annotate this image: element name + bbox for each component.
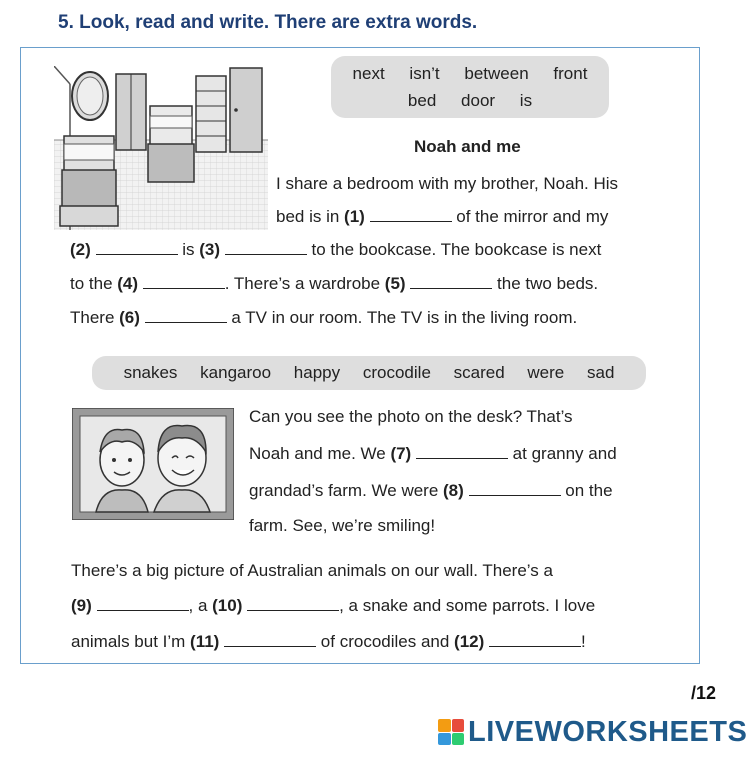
logo-mark-icon [438, 719, 464, 745]
text-line-8: grandad’s farm. We were (8) on the [249, 481, 613, 500]
gap-number-4: (4) [117, 274, 139, 293]
answer-blank-6[interactable] [145, 308, 227, 323]
text-line-1: I share a bedroom with my brother, Noah. His [276, 174, 619, 193]
word-scared: scared [453, 363, 505, 382]
answer-blank-1[interactable] [370, 207, 452, 222]
word-isnt: isn’t [409, 64, 440, 83]
gap-number-6: (6) [119, 308, 140, 327]
word-snakes: snakes [123, 363, 178, 382]
text-line-3: (2) is (3) to the bookcase. The bookcase is next [70, 240, 602, 259]
gap-number-5: (5) [384, 274, 406, 293]
gap-number-9: (9) [71, 596, 92, 615]
gap-number-8: (8) [443, 481, 464, 500]
answer-blank-4[interactable] [143, 274, 225, 289]
answer-blank-7[interactable] [416, 444, 508, 459]
text-line-5: There (6) a TV in our room. The TV is in the living room. [70, 308, 578, 327]
text-line-9: farm. See, we’re smiling! [249, 516, 436, 535]
word-box-1-row-1 [331, 64, 609, 84]
word-is: is [519, 91, 533, 110]
word-box-1-row-2 [331, 91, 609, 111]
gap-number-7: (7) [390, 444, 412, 463]
word-crocodile: crocodile [362, 363, 431, 382]
text-line-7: Noah and me. We (7) at granny and [249, 444, 617, 463]
gap-number-3: (3) [199, 240, 221, 259]
text-line-6: Can you see the photo on the desk? That’s [249, 407, 573, 426]
score-label: /12 [691, 683, 717, 703]
bedroom-illustration [54, 66, 268, 230]
word-bed: bed [407, 91, 437, 110]
word-were: were [527, 363, 565, 382]
instruction-title: 5. Look, read and write. There are extra words. [58, 12, 478, 33]
answer-blank-9[interactable] [97, 596, 189, 611]
word-sad: sad [587, 363, 615, 382]
text-line-2: bed is in (1) of the mirror and my [276, 207, 609, 226]
answer-blank-5[interactable] [410, 274, 492, 289]
answer-blank-10[interactable] [247, 596, 339, 611]
gap-number-11: (11) [190, 632, 220, 651]
word-between: between [464, 64, 529, 83]
word-next: next [352, 64, 385, 83]
word-box-1 [331, 56, 609, 118]
gap-number-12: (12) [454, 632, 485, 651]
photo-frame-illustration [72, 408, 234, 520]
gap-number-2: (2) [70, 240, 91, 259]
answer-blank-12[interactable] [489, 632, 581, 647]
text-line-12: animals but I’m (11) of crocodiles and (12) ! [71, 632, 586, 651]
gap-number-1: (1) [344, 207, 365, 226]
answer-blank-3[interactable] [225, 240, 307, 255]
answer-blank-2[interactable] [96, 240, 178, 255]
word-box-2 [92, 356, 646, 390]
logo-text: LIVEWORKSHEETS [468, 715, 747, 748]
word-happy: happy [293, 363, 341, 382]
answer-blank-8[interactable] [469, 481, 561, 496]
word-kangaroo: kangaroo [200, 363, 272, 382]
text-line-4: to the (4) . There’s a wardrobe (5) the two beds. [70, 274, 599, 293]
gap-number-10: (10) [212, 596, 243, 615]
story-title: Noah and me [414, 137, 521, 156]
word-door: door [461, 91, 496, 110]
liveworksheets-logo [438, 717, 747, 747]
word-front: front [553, 64, 588, 83]
text-line-11: (9) , a (10) , a snake and some parrots. I love [71, 596, 596, 615]
text-line-10: There’s a big picture of Australian animals on our wall. There’s a [71, 561, 553, 580]
answer-blank-11[interactable] [224, 632, 316, 647]
